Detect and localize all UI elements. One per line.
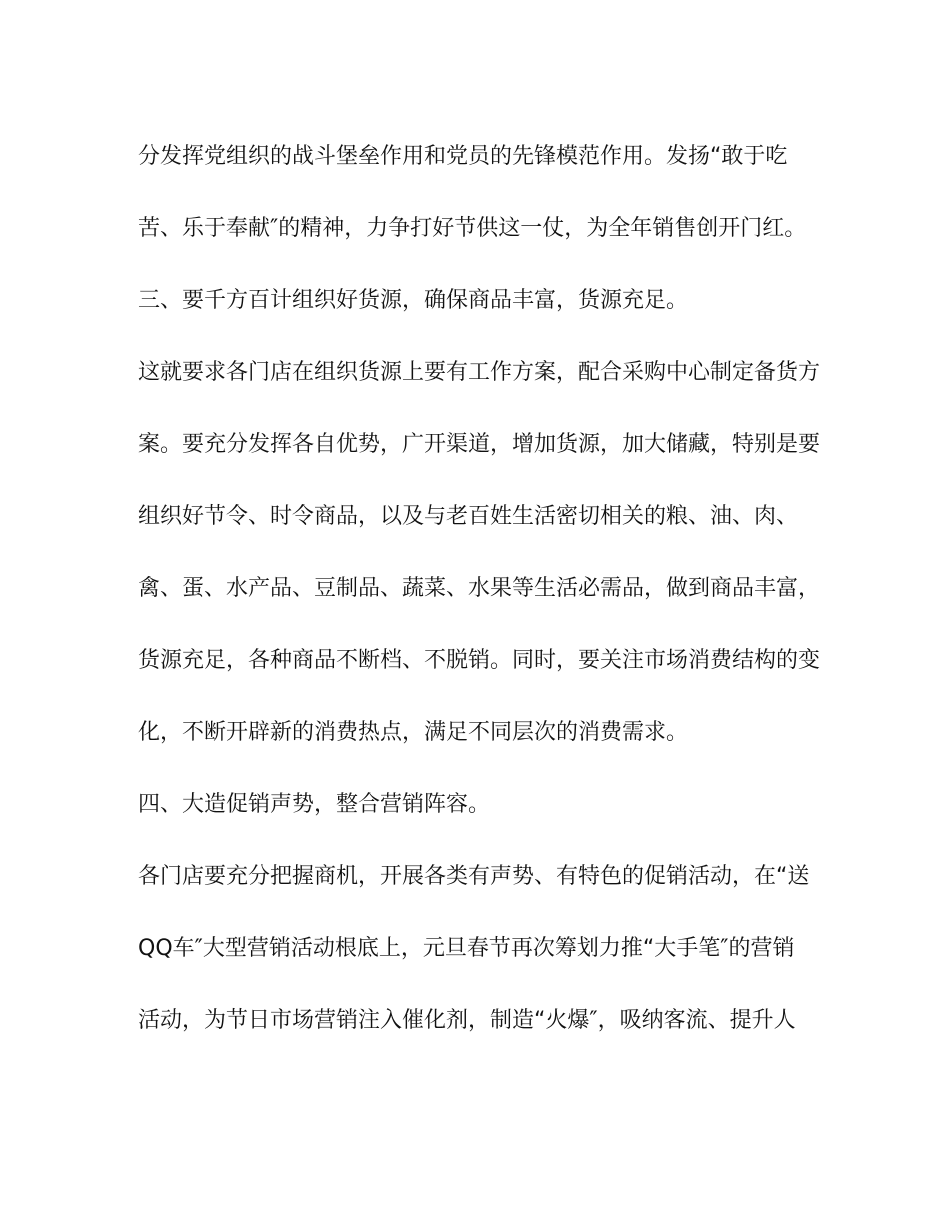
body-text-line: 组织好节令、时令商品，以及与老百姓生活密切相关的粮、油、肉、	[138, 504, 799, 529]
body-text-line: 禽、蛋、水产品、豆制品、蔬菜、水果等生活必需品，做到商品丰富，	[138, 576, 821, 601]
body-text-line: 各门店要充分把握商机，开展各类有声势、有特色的促销活动，在“送	[138, 864, 810, 889]
body-text-line: 活动，为节日市场营销注入催化剂，制造“火爆″，吸纳客流、提升人	[138, 1008, 796, 1033]
body-text-line: 化，不断开辟新的消费热点，满足不同层次的消费需求。	[138, 720, 689, 745]
body-text-line: 分发挥党组织的战斗堡垒作用和党员的先锋模范作用。发扬“敢于吃	[138, 144, 788, 169]
section-heading: 三、要千方百计组织好货源，确保商品丰富，货源充足。	[138, 288, 689, 313]
body-text-line: 案。要充分发挥各自优势，广开渠道，增加货源，加大储藏，特别是要	[138, 432, 821, 457]
body-text-line: 货源充足，各种商品不断档、不脱销。同时，要关注市场消费结构的变	[138, 648, 821, 673]
body-text-line: 苦、乐于奉献″的精神，力争打好节供这一仗，为全年销售创开门红。	[138, 216, 807, 241]
body-text-line: QQ车″大型营销活动根底上，元旦春节再次筹划力推“大手笔″的营销	[138, 936, 795, 961]
body-text-line: 这就要求各门店在组织货源上要有工作方案，配合采购中心制定备货方	[138, 360, 821, 385]
section-heading: 四、大造促销声势，整合营销阵容。	[138, 792, 491, 817]
